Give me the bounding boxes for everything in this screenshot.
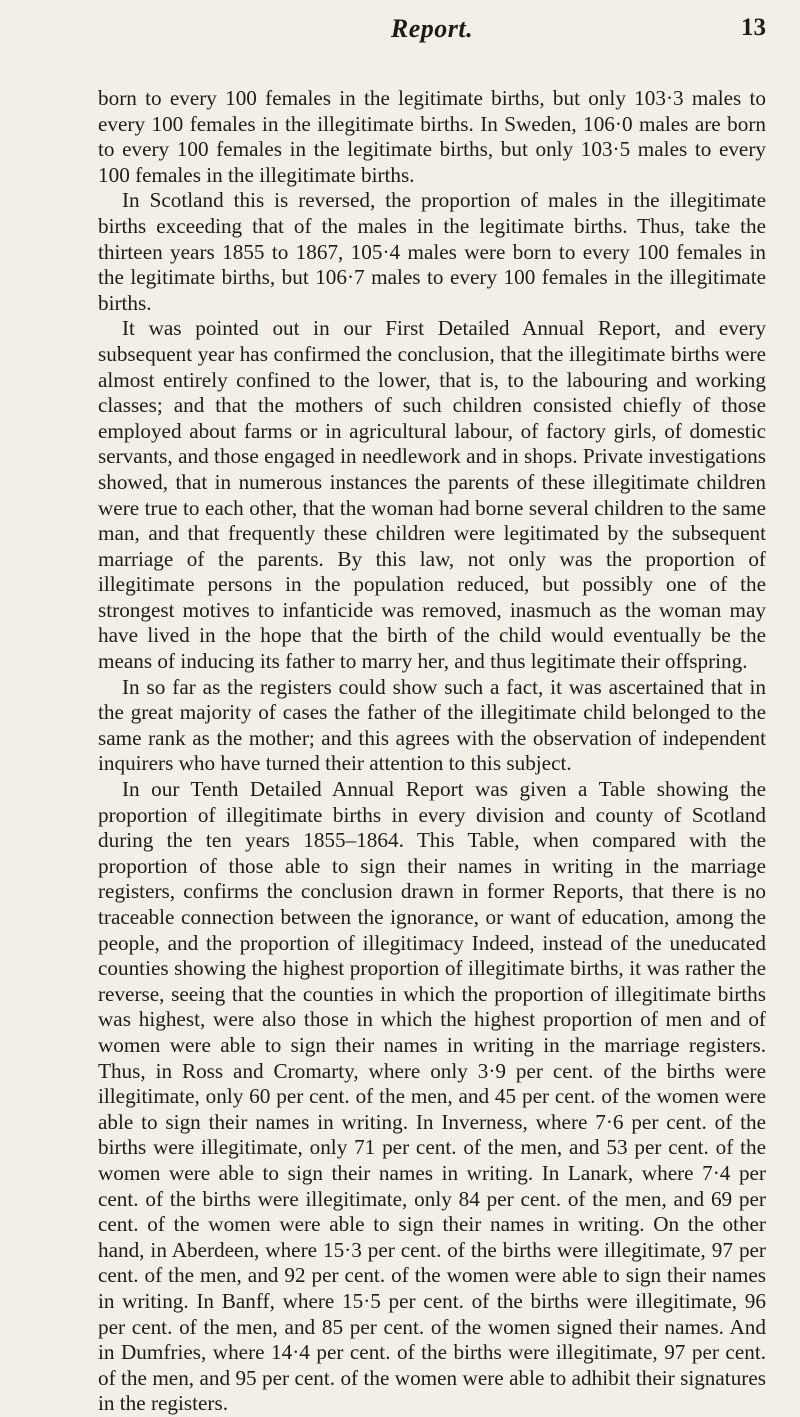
running-header xyxy=(98,10,766,50)
paragraph-sex-ratio-sweden: born to every 100 females in the legitimate births, but only 103·3 males to every 100 females in the illegitimate births. In Sweden, 106·0 males are born to every 100 females in the legitimate births, but only 103·5 males to every 100 females in the illegitimate births. xyxy=(98,86,766,187)
paragraph-father-rank: In so far as the registers could show such a fact, it was ascertained that in the great majority of cases the father of the illegitimate child belonged to the same rank as the mother; and this agrees with the observation of independent inquirers who have turned their attention to this subject. xyxy=(98,674,766,776)
page-number: 13 xyxy=(741,14,766,41)
body-text xyxy=(98,86,766,1417)
running-title: Report. xyxy=(390,14,474,43)
paragraph-tenth-report-table: In our Tenth Detailed Annual Report was given a Table showing the proportion of illegitimate births in every division and county of Scotland during the ten years 1855–1864. This Table, when compared with the proportion of those able to sign their names in writing in the marriage registers, confirms the conclusion drawn in former Reports, that there is no traceable connection between the ignorance, or want of education, among the people, and the proportion of illegitimacy Indeed, instead of the uneducated counties showing the highest proportion of illegitimate births, it was rather the reverse, seeing that the counties in which the proportion of illegitimate births was highest, were also those in which the highest proportion of men and of women were able to sign their names in writing in the marriage registers. Thus, in Ross and Cromarty, where only 3·9 per cent. of the births were illegitimate, only 60 per cent. of the men, and 45 per cent. of the women were able to sign their names in writing. In Inverness, where 7·6 per cent. of the births were illegitimate, only 71 per cent. of the men, and 53 per cent. of the women were able to sign their names in writing. In Lanark, where 7·4 per cent. of the births were illegitimate, only 84 per cent. of the men, and 69 per cent. of the women were able to sign their names in writing. On the other hand, in Aberdeen, where 15·3 per cent. of the births were illegitimate, 97 per cent. of the men, and 92 per cent. of the women were able to sign their names in writing. In Banff, where 15·5 per cent. of the births were illegitimate, 96 per cent. of the men, and 85 per cent. of the women signed their names. And in Dumfries, where 14·4 per cent. of the births were illegitimate, 97 per cent. of the men, and 95 per cent. of the women were able to adhibit their signatures in the registers. xyxy=(98,777,766,1416)
paragraph-scotland-reversed: In Scotland this is reversed, the proportion of males in the illegitimate births exceeding that of the males in the legitimate births. Thus, take the thirteen years 1855 to 1867, 105·4 males were born to every 100 females in the legitimate births, but 106·7 males to every 100 females in the illegitimate births. xyxy=(98,188,766,315)
paragraph-labouring-classes: It was pointed out in our First Detailed Annual Report, and every subsequent year has confirmed the conclusion, that the illegitimate births were almost entirely confined to the lower, that is, to the labouring and working classes; and that the mothers of such children consisted chiefly of those employed about farms or in agricultural labour, of factory girls, of domestic servants, and those engaged in needlework and in shops. Private investigations showed, that in numerous instances the parents of these illegitimate children were true to each other, that the woman had borne several children to the same man, and that frequently these children were legitimated by the subsequent marriage of the parents. By this law, not only was the proportion of illegitimate persons in the population reduced, but possibly one of the strongest motives to infanticide was removed, inasmuch as the woman may have lived in the hope that the birth of the child would eventually be the means of inducing its father to marry her, and thus legitimate their offspring. xyxy=(98,316,766,674)
